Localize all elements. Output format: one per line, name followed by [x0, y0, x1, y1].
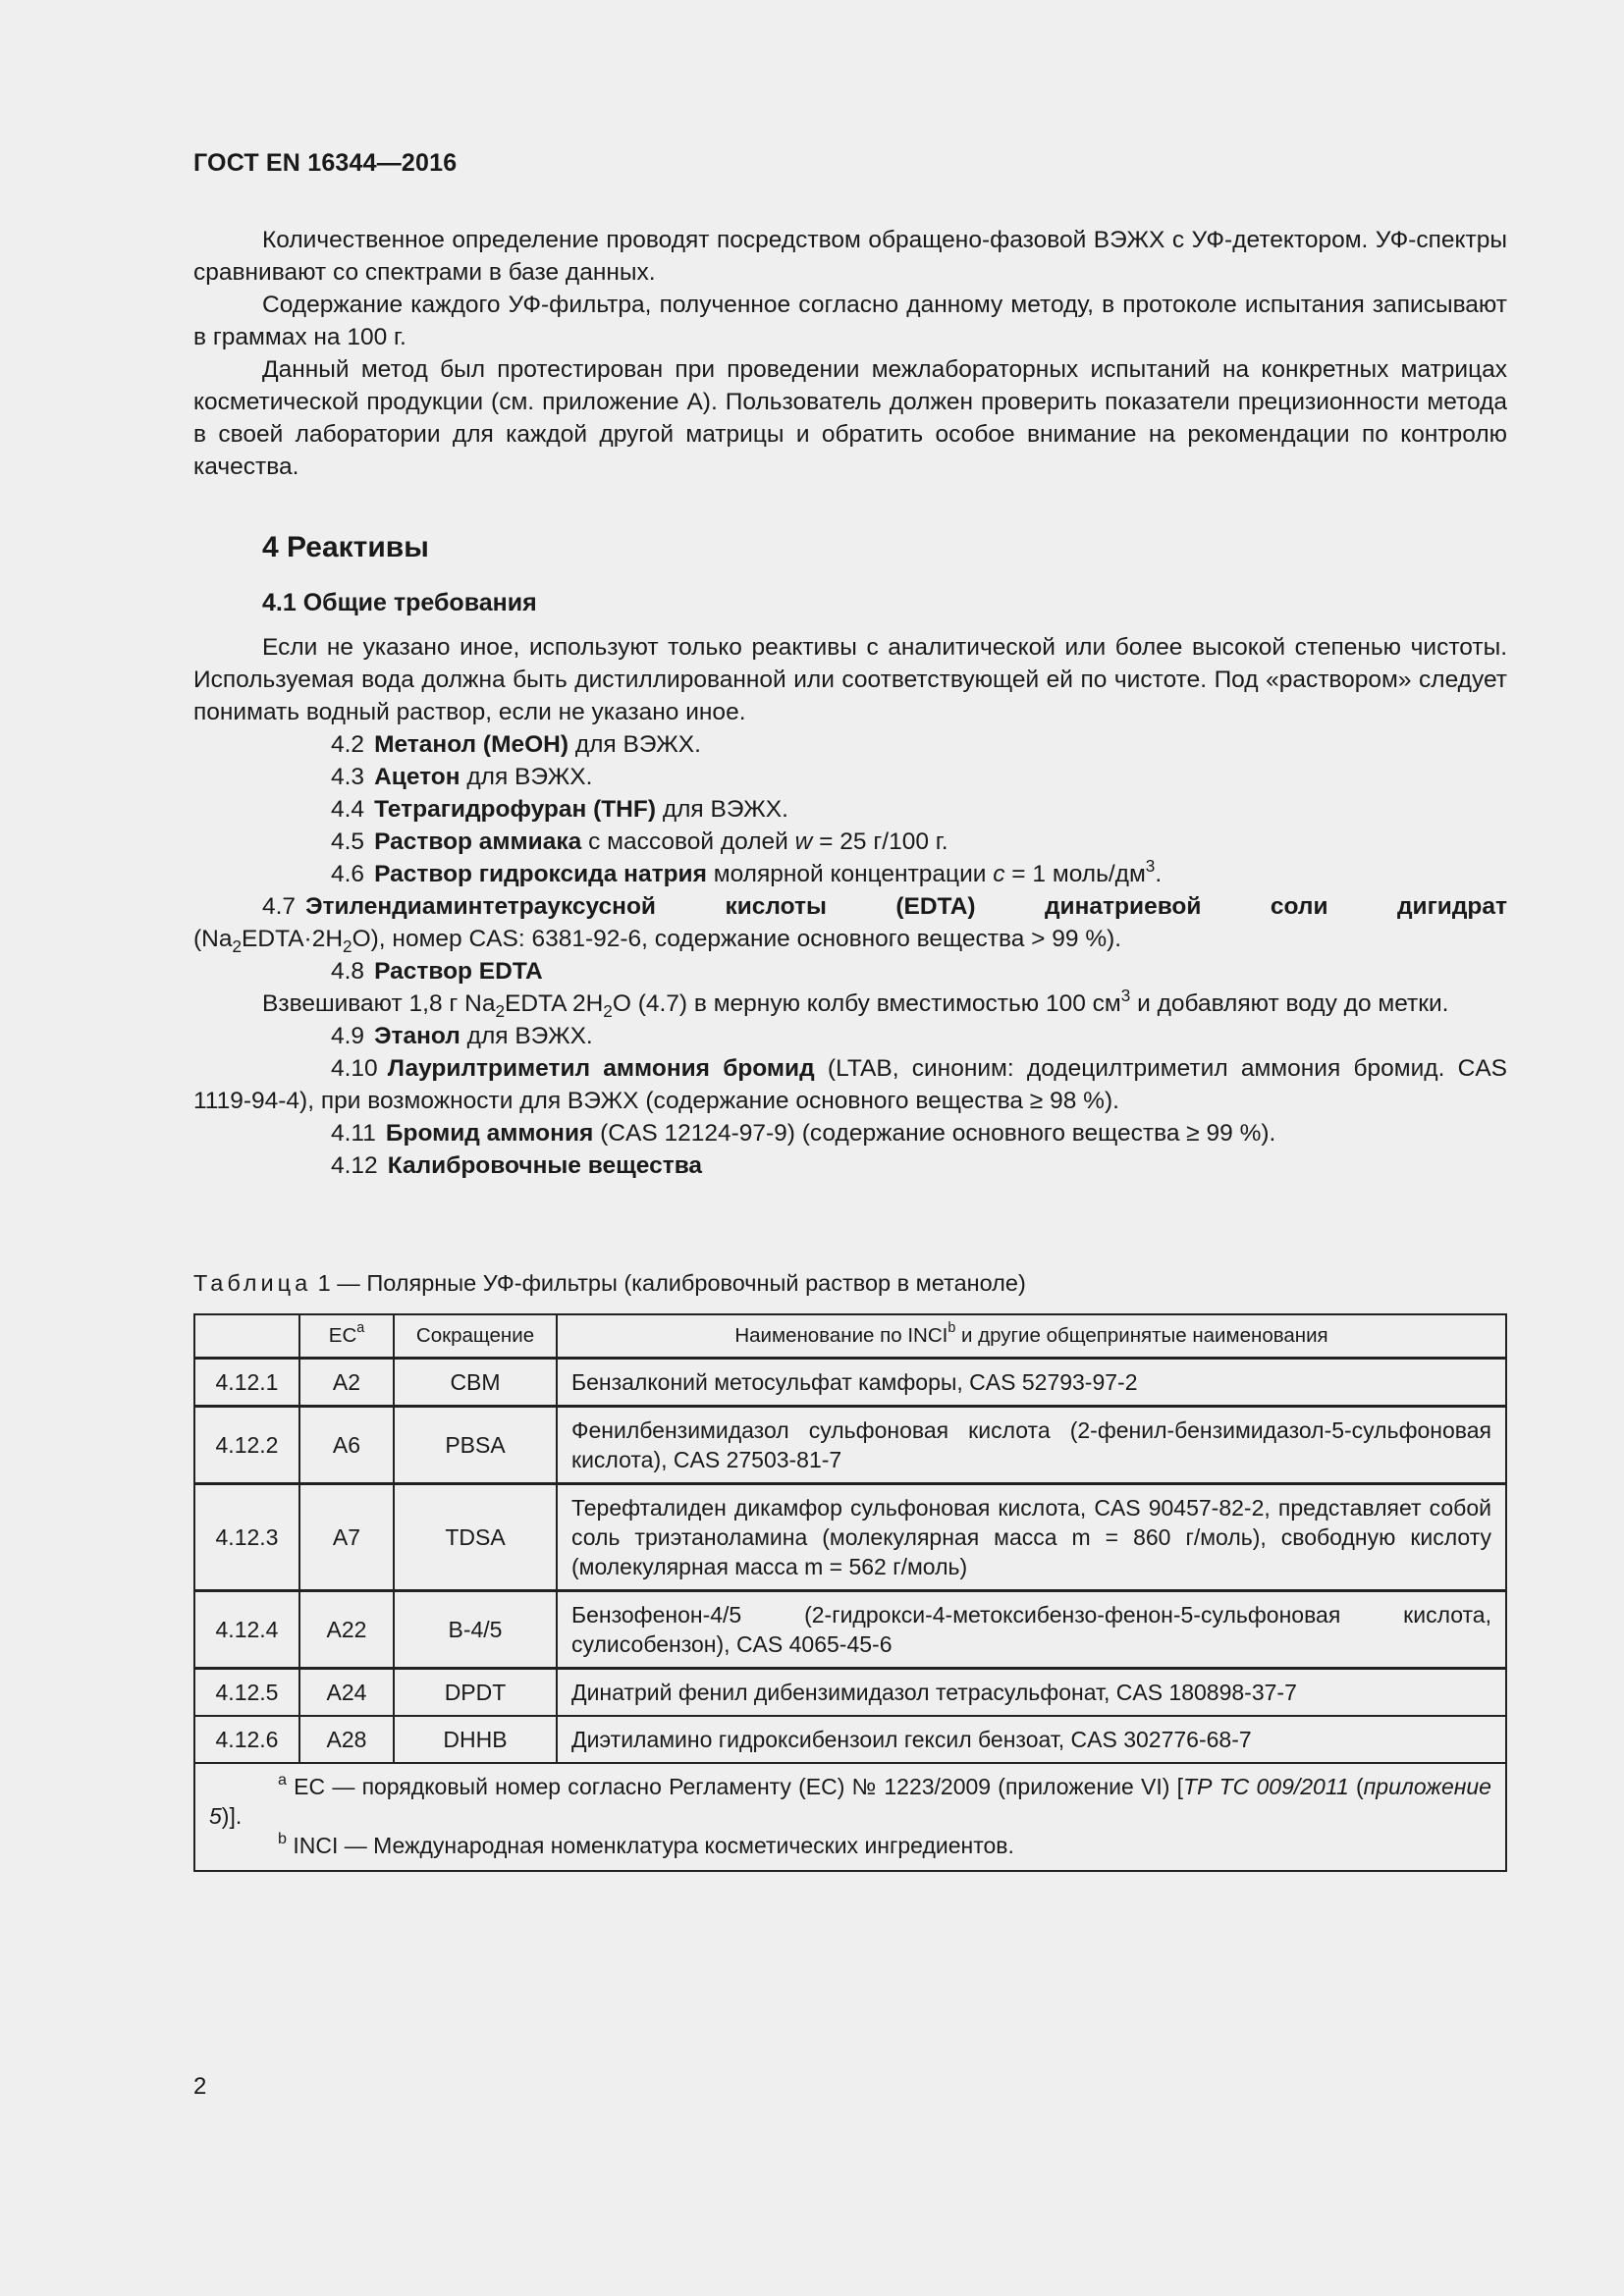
- row-ec: A2: [299, 1359, 394, 1407]
- row-ec: A6: [299, 1407, 394, 1484]
- intro-paragraph-1: Количественное определение проводят посредством обращено-фазовой ВЭЖХ с УФ-детектором. УФ-спектры сравнивают со спектрами в базе данных.: [193, 227, 1507, 286]
- table-row: [194, 1669, 1506, 1717]
- header-inci-name: Наименование по INCI$^b$ и другие общепринятые наименования: [557, 1314, 1506, 1359]
- reagent-4-8-text: Взвешивают 1,8 г $Na_2EDTA$ $2H_2O$ (4.7) в мерную колбу вместимостью 100 $см^3$ и добавляют воду до метки.: [262, 986, 1449, 1021]
- row-name: Диэтиламино гидроксибензоил гексил бензоат, CAS 302776-68-7: [557, 1716, 1506, 1763]
- row-ec: A24: [299, 1669, 394, 1717]
- page-body: [193, 224, 1507, 1182]
- row-number: 4.12.3: [194, 1484, 299, 1591]
- row-number: 4.12.2: [194, 1407, 299, 1484]
- table-caption: Таблица 1 — Полярные УФ-фильтры (калибровочный раствор в метаноле): [193, 1270, 1026, 1296]
- row-ec: A28: [299, 1716, 394, 1763]
- intro-paragraph-2: Содержание каждого УФ-фильтра, полученное согласно данному методу, в протоколе испытания записывают в граммах на 100 г.: [193, 292, 1507, 350]
- table-notes-row: [194, 1763, 1506, 1871]
- row-abbr: DHHB: [394, 1716, 557, 1763]
- header-abbreviation: Сокращение: [394, 1314, 557, 1359]
- footnote-a: $^a$ EC — порядковый номер согласно Регламенту (EC) № 1223/2009 (приложение VI) [ТР ТС 009/2011 (приложение 5)].: [209, 1771, 1491, 1829]
- reagent-4-12: 4.12 Калибровочные вещества: [331, 1152, 703, 1179]
- row-abbr: CBM: [394, 1359, 557, 1407]
- document-header: ГОСТ EN 16344—2016: [193, 149, 458, 177]
- table-footnotes: [194, 1763, 1506, 1871]
- table-row: [194, 1359, 1506, 1407]
- table-header-row: [194, 1314, 1506, 1359]
- table-row: [194, 1407, 1506, 1484]
- intro-paragraph-3: Данный метод был протестирован при проведении межлабораторных испытаний на конкретных матрицах косметической продукции (см. приложение А). Пользователь должен проверить показатели прецизионности метода в своей лаборатории для каждой другой матрицы и обратить особое внимание на рекомендации по контролю качества.: [193, 356, 1507, 480]
- header-number: [194, 1314, 299, 1359]
- reagent-4-7-detail: $(Na_2EDTA\cdot 2H_2O)$, номер CAS: 6381-92-6, содержание основного вещества > 99 %).: [193, 926, 1122, 956]
- reagent-4-11: 4.11 Бромид аммония (CAS 12124-97-9) (содержание основного вещества ≥ 99 %).: [331, 1120, 1276, 1147]
- row-number: 4.12.5: [194, 1669, 299, 1717]
- row-abbr: PBSA: [394, 1407, 557, 1484]
- reagent-4-5: 4.5 Раствор аммиака с массовой долей w = 25 г/100 г.: [331, 828, 948, 855]
- row-number: 4.12.1: [194, 1359, 299, 1407]
- row-abbr: DPDT: [394, 1669, 557, 1717]
- reagent-4-8: 4.8 Раствор EDTA: [331, 958, 543, 985]
- table-row: [194, 1484, 1506, 1591]
- table-row: [194, 1591, 1506, 1669]
- row-number: 4.12.4: [194, 1591, 299, 1669]
- general-requirements-text: Если не указано иное, используют только реактивы с аналитической или более высокой степенью чистоты. Используемая вода должна быть дистиллированной или соответствующей ей по чистоте. Под «раствором» следует понимать водный раствор, если не указано иное.: [193, 634, 1507, 725]
- row-number: 4.12.6: [194, 1716, 299, 1763]
- row-abbr: B-4/5: [394, 1591, 557, 1669]
- row-abbr: TDSA: [394, 1484, 557, 1591]
- uv-filters-table: [193, 1313, 1507, 1872]
- table-row: [194, 1716, 1506, 1763]
- row-name: Бензалконий метосульфат камфоры, CAS 52793-97-2: [557, 1359, 1506, 1407]
- reagent-4-10: 4.10 Лаурилтриметил аммония бромид (LTAB, синоним: додецилтриметил аммония бромид. CAS 1119-94-4), при возможности для ВЭЖХ (содержание основного вещества ≥ 98 %).: [193, 1055, 1507, 1114]
- reagent-4-2: 4.2 Метанол (MeOH) для ВЭЖХ.: [331, 731, 701, 758]
- header-ec: $EC^a$: [299, 1314, 394, 1359]
- row-name: Фенилбензимидазол сульфоновая кислота (2-фенил-бензимидазол-5-сульфоновая кислота), CAS 27503-81-7: [557, 1407, 1506, 1484]
- row-ec: A22: [299, 1591, 394, 1669]
- reagent-4-3: 4.3 Ацетон для ВЭЖХ.: [331, 764, 593, 790]
- reagent-4-4: 4.4 Тетрагидрофуран (THF) для ВЭЖХ.: [331, 796, 788, 823]
- reagent-4-6: 4.6 Раствор гидроксида натрия молярной концентрации c = 1 моль/$дм^3$.: [331, 856, 1163, 887]
- row-ec: A7: [299, 1484, 394, 1591]
- section-heading: 4 Реактивы: [262, 531, 429, 563]
- reagent-4-9: 4.9 Этанол для ВЭЖХ.: [331, 1023, 593, 1049]
- reagent-4-7: 4.7 Этилендиаминтетрауксусной кислоты (EDTA) динатриевой соли дигидрат: [262, 893, 1507, 920]
- page-number: 2: [193, 2073, 207, 2100]
- row-name: Бензофенон-4/5 (2-гидрокси-4-метоксибензо-фенон-5-сульфоновая кислота, сулисобензон), CAS 4065-45-6: [557, 1591, 1506, 1669]
- row-name: Терефталиден дикамфор сульфоновая кислота, CAS 90457-82-2, представляет собой соль триэтаноламина (молекулярная масса m = 860 г/моль), свободную кислоту (молекулярная масса m = 562 г/моль): [557, 1484, 1506, 1591]
- footnote-b: $^b$ INCI — Международная номенклатура косметических ингредиентов.: [278, 1830, 1014, 1858]
- row-name: Динатрий фенил дибензимидазол тетрасульфонат, CAS 180898-37-7: [557, 1669, 1506, 1717]
- subsection-heading: 4.1 Общие требования: [262, 589, 537, 616]
